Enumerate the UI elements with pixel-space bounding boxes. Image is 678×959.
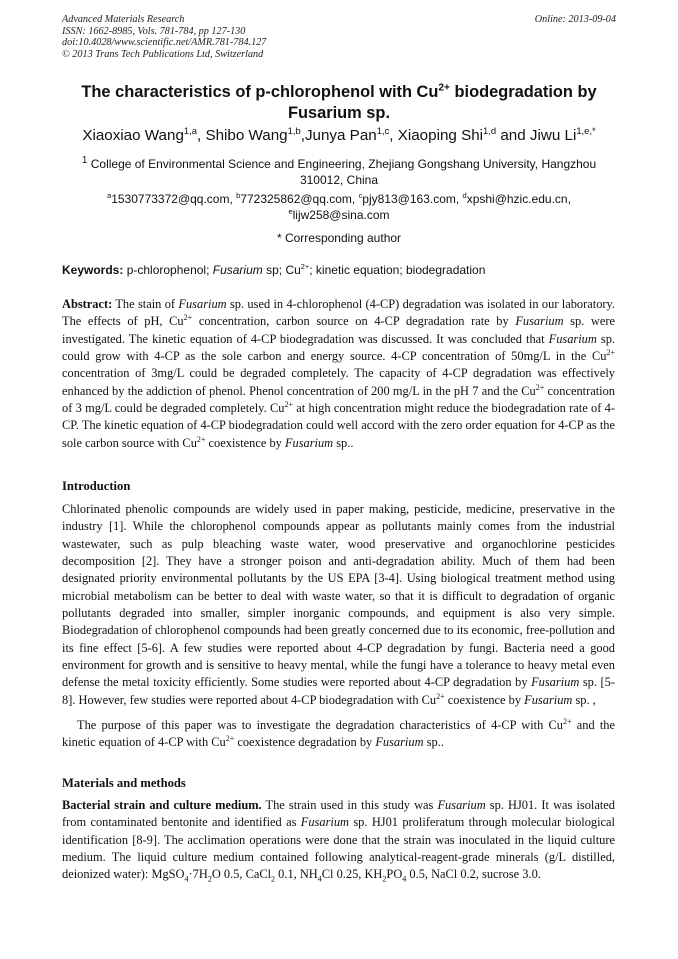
italic-text: Fusarium (300, 815, 349, 830)
superscript: 2+ (436, 691, 445, 701)
italic-text: Fusarium (437, 798, 486, 812)
superscript: 2+ (535, 382, 545, 392)
italic-text: Fusarium (524, 692, 573, 707)
email-marker: c (358, 191, 363, 200)
author-affiliation-marker: 1,b (287, 124, 301, 136)
email-marker: a (107, 191, 112, 200)
online-date: Online: 2013-09-04 (534, 14, 616, 25)
text-run: concentration of 3 mg/L could be degraded completely. Cu (62, 383, 615, 416)
author-separator: and (496, 127, 530, 144)
keyword-text: p-chlorophenol; (123, 263, 213, 277)
text-run: The strain used in this study was (261, 798, 438, 812)
doi-line: doi:10.4028/www.scientific.net/AMR.781-784.127 (62, 37, 267, 49)
text-run: coexistence degradation by (234, 735, 376, 750)
text-run: sp. HJ01 proliferatum through molecular biological identification [8-9]. The acclimation operations were done that the strain was inoculated in the liquid culture medium. The liquid culture medium contained following analytical-reagent-grade minerals (g/L distilled, deionized water): MgSO (62, 815, 615, 882)
email-marker: b (236, 191, 241, 200)
text-run: sp. were investigated. The kinetic equation of 4-CP biodegradation was discussed. It was concluded that (62, 314, 616, 346)
text-run: at high concentration might reduce the biodegradation rate of 4-CP. The kinetic equation of 4-CP biodegradation could well accord with the zero order equation for 4-CP as the sole carbon source with Cu (62, 401, 615, 450)
author-name: Shibo Wang (205, 127, 288, 144)
text-run: 0.5, NaCl 0.2, sucrose 3.0. (406, 867, 541, 882)
superscript: 2+ (562, 716, 572, 726)
text-run: sp. HJ01. It was isolated from contaminated bentonite and identified as (62, 798, 615, 830)
author-separator: , (300, 127, 305, 144)
subscript: 4 (184, 874, 189, 884)
author-list (40, 126, 638, 146)
author-name: Xiaoping Shi (397, 127, 484, 144)
journal-name: Advanced Materials Research (62, 14, 185, 25)
subscript: 2 (271, 874, 276, 884)
text-run: concentration, carbon source on 4-CP degradation rate by (192, 314, 516, 329)
text-run: and the kinetic equation of 4-CP with Cu (62, 718, 615, 750)
email-separator: , (229, 192, 237, 206)
superscript: 2+ (606, 347, 615, 357)
affiliation-marker: 1 (81, 155, 88, 166)
italic-text: Fusarium (375, 735, 424, 750)
author-separator: , (196, 127, 206, 144)
affiliation (60, 153, 618, 188)
superscript: 2+ (196, 434, 206, 444)
text-run: PO (386, 867, 403, 882)
email-list (60, 192, 618, 223)
keyword-text: ; kinetic equation; biodegradation (309, 263, 486, 277)
text-run: O 0.5, CaCl (211, 867, 272, 882)
email-address: xpshi@hzic.edu.cn (466, 192, 568, 206)
keyword-text: sp; Cu (262, 263, 301, 277)
author-affiliation-marker: 1,d (483, 124, 497, 136)
email-address: 1530773372@qq.com (111, 192, 230, 206)
text-run: coexistence by (444, 692, 525, 707)
email-separator: , (455, 192, 463, 206)
title-text-end: biodegradation by Fusarium sp. (287, 83, 597, 122)
email-address: lijw258@sina.com (292, 207, 390, 222)
affiliation-text: College of Environmental Science and Engineering, Zhejiang Gongshang University, Hangzhou 310012, China (90, 157, 597, 187)
author-affiliation-marker: 1,e,* (576, 124, 596, 136)
abstract-paragraph (62, 296, 615, 452)
text-run: sp. [5-8]. However, few studies were reported about 4-CP biodegradation with Cu (62, 675, 615, 707)
copyright-line: © 2013 Trans Tech Publications Ltd, Switzerland (62, 48, 264, 60)
italic-text: Fusarium (515, 314, 564, 329)
subscript: 2 (382, 874, 387, 884)
paper-title (60, 82, 618, 124)
title-superscript: 2+ (438, 82, 450, 94)
email-marker: d (462, 191, 467, 200)
text-run: sp. , (572, 692, 596, 707)
text-run: 0.1, NH (275, 867, 318, 882)
keywords (62, 263, 618, 278)
keyword-italic: Fusarium (212, 263, 263, 277)
keyword-superscript: 2+ (300, 262, 310, 271)
superscript: 2+ (284, 399, 293, 409)
author-affiliation-marker: 1,a (183, 124, 197, 136)
email-separator: , (351, 192, 359, 206)
author-name: Jiwu Li (529, 127, 577, 144)
methods-paragraph (62, 797, 615, 884)
text-run: The purpose of this paper was to investigate the degradation characteristics of 4-CP with Cu (77, 718, 563, 732)
text-run: sp. used in 4-chlorophenol (4-CP) degradation was isolated in our laboratory. The effects of pH, Cu (62, 297, 615, 329)
title-text: The characteristics of p-chlorophenol with Cu (81, 83, 439, 101)
italic-text: Fusarium (531, 675, 580, 690)
email-separator: , (567, 192, 571, 206)
text-run: Chlorinated phenolic compounds are widely used in paper making, pesticide, medicine, preservative in the industry [1]. While the chlorophenol compounds appear as pollutants mainly comes from the industrial wastewater, such as pulp bleaching waste water, wood preservative and organochlorine pesticides decomposition [2]. They have a stronger poison and anti-degradation ability. Much of them had been designated priority environmental pollutants by the US EPA [3-4]. Using biological treatment method using microbial metabolism can be better to deal with waste water, so that it is difficult to degradation of organic pollutants degraded into smaller, simpler inorganic compounds, and equipment is also very simple. Biodegradation of chlorophenol compounds had been greatly concerned due to its economic, free-pollution and its fine effect [5-6]. A few studies were reported about 4-CP degradation by fungi. Bacteria need a good environment for growth and is sensitive to heavy mental, while the fungi have a tolerance to heavy metal even defense the metal toxicity efficiently. Some studies were reported about 4-CP degradation by (62, 502, 615, 690)
text-run: Cl 0.25, KH (321, 867, 383, 882)
methods-heading: Materials and methods (62, 776, 186, 790)
italic-text: Fusarium (284, 435, 334, 450)
superscript: 2+ (225, 734, 235, 744)
author-affiliation-marker: 1,c (376, 124, 390, 136)
issn-line: ISSN: 1662-8985, Vols. 781-784, pp 127-130 (62, 25, 246, 37)
author-name: Xiaoxiao Wang (82, 127, 184, 144)
text-run: The stain of (112, 297, 179, 311)
text-run: sp. could grow with 4-CP as the sole carbon and energy source. 4-CP concentration of 50mg/L in the Cu (62, 331, 615, 364)
subscript: 4 (402, 874, 407, 884)
corresponding-note: * Corresponding author (276, 231, 402, 245)
introduction-paragraph-2 (62, 717, 615, 752)
text-run: coexistence by (205, 435, 285, 450)
introduction-paragraph-1 (62, 501, 615, 709)
bold-run-in-heading: Bacterial strain and culture medium. (62, 798, 262, 812)
author-separator: , (389, 127, 398, 144)
introduction-heading: Introduction (62, 479, 131, 493)
journal-header (62, 14, 616, 60)
text-run: sp.. (333, 435, 354, 450)
subscript: 2 (207, 874, 212, 884)
text-run: ·7H (188, 867, 208, 882)
abstract-label: Abstract: (62, 297, 113, 311)
superscript: 2+ (183, 313, 193, 323)
italic-text: Fusarium (548, 331, 597, 346)
subscript: 4 (317, 874, 322, 884)
keywords-label: Keywords: (62, 263, 124, 277)
email-address: pjy813@163.com (362, 192, 456, 206)
italic-text: Fusarium (178, 297, 227, 311)
author-name: Junya Pan (304, 127, 377, 144)
text-run: concentration of 3mg/L could be degraded completely. The capacity of 4-CP degradation was effectively enhanced by the addiction of phenol. Phenol concentration of 200 mg/L in the pH 7 and the Cu (62, 366, 615, 398)
text-run: sp.. (423, 735, 444, 750)
email-marker: e (288, 206, 293, 216)
email-address: 772325862@qq.com (240, 192, 352, 206)
